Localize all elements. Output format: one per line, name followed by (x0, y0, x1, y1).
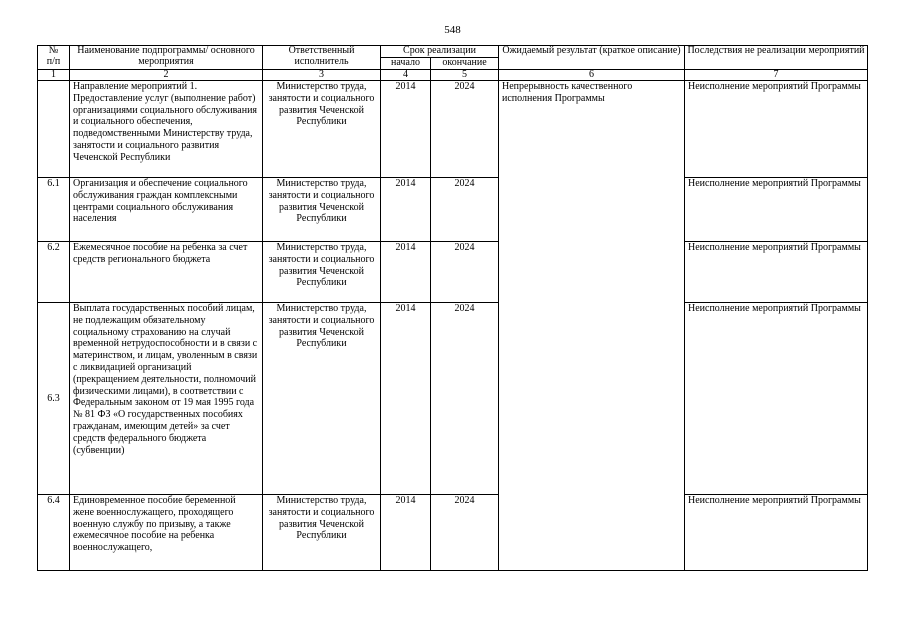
table-row (38, 495, 868, 571)
table-row (38, 178, 868, 242)
column-index: 2 (70, 69, 263, 81)
row-number: 6.2 (38, 242, 70, 303)
header-num: № п/п (38, 46, 70, 70)
row-number: 6.1 (38, 178, 70, 242)
consequences: Неисполнение мероприятий Программы (685, 303, 868, 495)
activity-name: Выплата государственных пособий лицам, не подлежащим обязательному социальному страхованию на случай временной нетрудоспособности и в связи с материнством, и лицам, уволенным в связи с ликвидацией организаций (прекращением деятельности, полномочий физическими лицами), в соответствии с Федеральным законом от 19 мая 1995 года № 81 ФЗ «О государственных пособиях гражданам, имеющим детей» за счет средств федерального бюджета (субвенции) (70, 303, 263, 495)
executor: Министерство труда, занятости и социального развития Чеченской Республики (263, 178, 381, 242)
executor: Министерство труда, занятости и социального развития Чеченской Республики (263, 242, 381, 303)
start-year: 2014 (381, 81, 431, 178)
end-year: 2024 (431, 178, 499, 242)
activity-name: Направление мероприятий 1. Предоставление услуг (выполнение работ) организациями социального обслуживания и социального обеспечения, подведомственными Министерству труда, занятости и социального развития Чеченской Республики (70, 81, 263, 178)
activity-name: Организация и обеспечение социального обслуживания граждан комплексными центрами социального обслуживания населения (70, 178, 263, 242)
end-year: 2024 (431, 242, 499, 303)
column-index: 5 (431, 69, 499, 81)
expected-result: Непрерывность качественного исполнения Программы (499, 81, 685, 571)
consequences: Неисполнение мероприятий Программы (685, 178, 868, 242)
column-index: 3 (263, 69, 381, 81)
executor: Министерство труда, занятости и социального развития Чеченской Республики (263, 495, 381, 571)
activity-name: Единовременное пособие беременной жене военнослужащего, проходящего военную службу по призыву, а также ежемесячное пособие на ребенка военнослужащего, (70, 495, 263, 571)
end-year: 2024 (431, 495, 499, 571)
header-start: начало (381, 58, 431, 70)
consequences: Неисполнение мероприятий Программы (685, 495, 868, 571)
row-number: 6.3 (38, 303, 70, 495)
header-result: Ожидаемый результат (краткое описание) (499, 46, 685, 70)
page-number: 548 (444, 24, 461, 36)
activity-name: Ежемесячное пособие на ребенка за счет средств регионального бюджета (70, 242, 263, 303)
column-index: 6 (499, 69, 685, 81)
header-consequences: Последствия не реализации мероприятий (685, 46, 868, 70)
start-year: 2014 (381, 495, 431, 571)
program-table (37, 45, 868, 571)
column-index: 7 (685, 69, 868, 81)
table-row (38, 303, 868, 495)
header-name: Наименование подпрограммы/ основного мероприятия (70, 46, 263, 70)
start-year: 2014 (381, 242, 431, 303)
column-index: 4 (381, 69, 431, 81)
end-year: 2024 (431, 303, 499, 495)
end-year: 2024 (431, 81, 499, 178)
executor: Министерство труда, занятости и социального развития Чеченской Республики (263, 303, 381, 495)
consequences: Неисполнение мероприятий Программы (685, 242, 868, 303)
table-row (38, 81, 868, 178)
consequences: Неисполнение мероприятий Программы (685, 81, 868, 178)
row-number (38, 81, 70, 178)
header-period: Срок реализации (381, 46, 499, 58)
row-number: 6.4 (38, 495, 70, 571)
header-executor: Ответственный исполнитель (263, 46, 381, 70)
start-year: 2014 (381, 303, 431, 495)
start-year: 2014 (381, 178, 431, 242)
table-row (38, 242, 868, 303)
executor: Министерство труда, занятости и социального развития Чеченской Республики (263, 81, 381, 178)
header-end: окончание (431, 58, 499, 70)
column-index-row (38, 69, 868, 81)
column-index: 1 (38, 69, 70, 81)
